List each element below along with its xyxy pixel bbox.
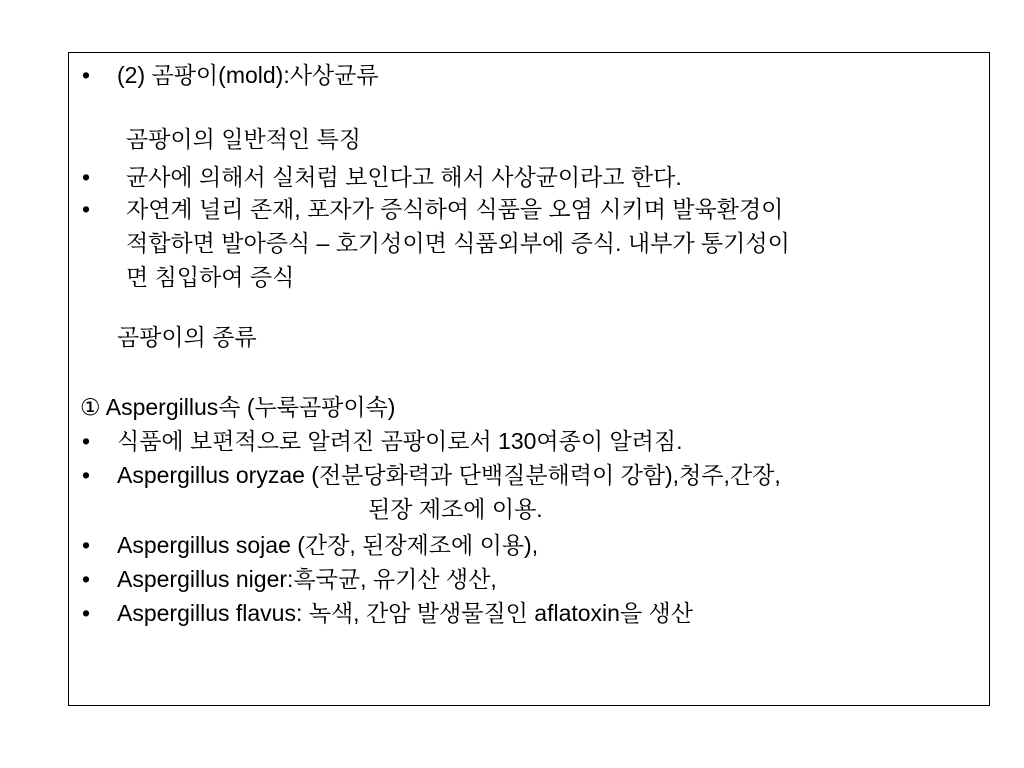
bullet-marker: • (82, 462, 91, 488)
species-item: 식품에 보편적으로 알려진 곰팡이로서 130여종이 알려짐. (117, 428, 683, 454)
bullet-marker: • (82, 62, 91, 88)
bullet-marker: • (82, 600, 91, 626)
characteristic-item: 균사에 의해서 실처럼 보인다고 해서 사상균이라고 한다. (126, 164, 682, 190)
characteristic-item: 자연계 널리 존재, 포자가 증식하여 식품을 오염 시키며 발육환경이 (126, 196, 784, 222)
characteristic-item-continuation: 면 침입하여 증식 (126, 264, 295, 290)
bullet-marker: • (82, 164, 91, 190)
bullet-marker: • (82, 566, 91, 592)
genus-subheading: ① Aspergillus속 (누룩곰팡이속) (80, 394, 396, 420)
slide-title: (2) 곰팡이(mold):사상균류 (117, 62, 379, 88)
species-item: Aspergillus niger:흑국균, 유기산 생산, (117, 566, 497, 592)
bullet-marker: • (82, 532, 91, 558)
section-heading-characteristics: 곰팡이의 일반적인 특징 (126, 126, 361, 152)
bullet-marker: • (82, 428, 91, 454)
characteristic-item-continuation: 적합하면 발아증식 – 호기성이면 식품외부에 증식. 내부가 통기성이 (126, 230, 790, 256)
species-item-continuation: 된장 제조에 이용. (368, 496, 543, 522)
species-item: Aspergillus flavus: 녹색, 간암 발생물질인 aflatoxin을 생산 (117, 600, 693, 626)
section-heading-types: 곰팡이의 종류 (117, 324, 257, 350)
bullet-marker: • (82, 196, 91, 222)
species-item: Aspergillus sojae (간장, 된장제조에 이용), (117, 532, 539, 558)
species-item: Aspergillus oryzae (전분당화력과 단백질분해력이 강함),청주,간장, (117, 462, 781, 488)
